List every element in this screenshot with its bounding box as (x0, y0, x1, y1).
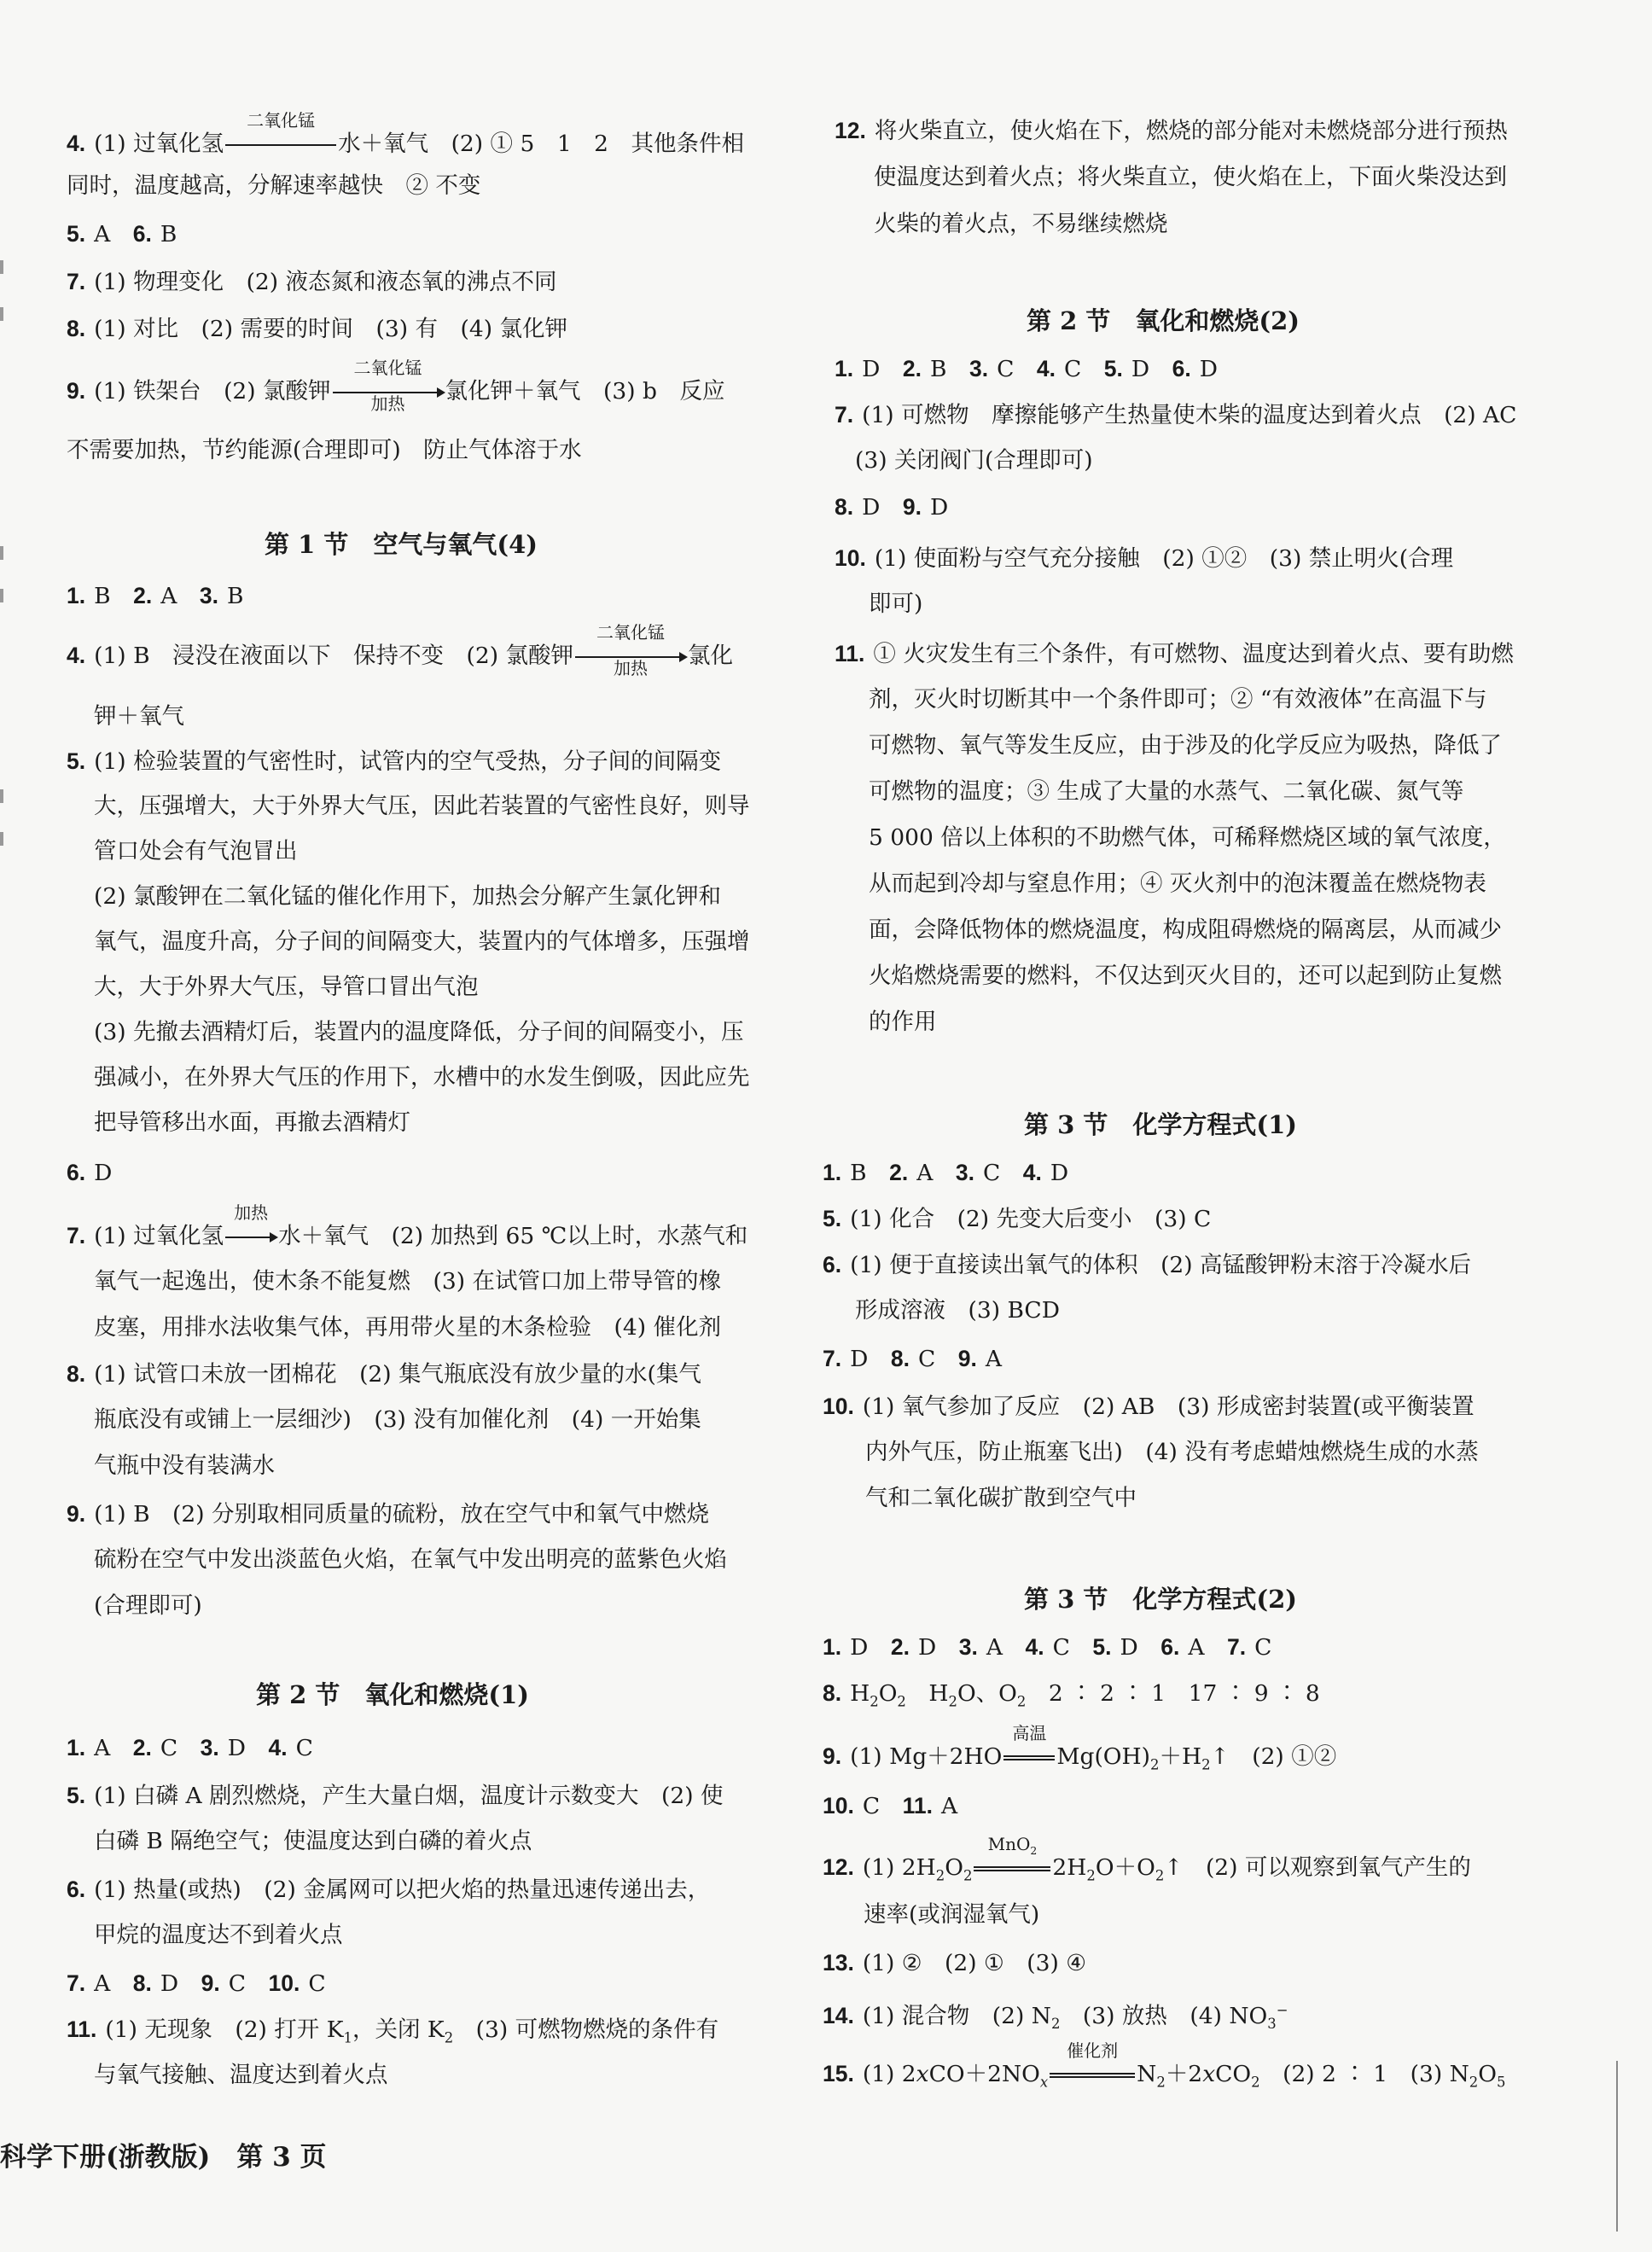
s2-answers-1-4: 1. A 2. C 3. D 4. C (67, 1735, 313, 1761)
s1-answer-6: 6. D (67, 1160, 113, 1186)
page-footer: 科学下册(浙教版) 第 3 页 (0, 2142, 327, 2173)
s1-answer-4-line2: 钾＋氧气 (94, 703, 184, 730)
edge-mark (0, 789, 3, 803)
edge-mark (0, 546, 3, 560)
s5-answer-12: 12. (1) $2H_2O_2$ MnO$_2$ $2H_2O+O_2↑$ (2) 可以观察到氧气产生的 (823, 1834, 1471, 1884)
answer-9-line2: 不需要加热，节约能源(合理即可) 防止气体溶于水 (67, 437, 582, 463)
s1-answer-9: 9. (1) B (2) 分别取相同质量的硫粉，放在空气中和氧气中燃烧 (67, 1501, 710, 1528)
s3-answer-7: 7. (1) 可燃物 摩擦能够产生热量使木柴的温度达到着火点 (2) AC (835, 402, 1517, 428)
s1-answer-5: 5. (1) 检验装置的气密性时，试管内的空气受热，分子间的间隔变 (67, 748, 722, 775)
reaction-condition: MnO$_2$ (974, 1853, 1050, 1883)
answer-9: 9. (1) 铁架台 (2) 氯酸钾 二氧化锰 加热 氯化钾＋氧气 (3) b 反应 (67, 358, 725, 414)
s3-answers-1-6: 1. D 2. B 3. C 4. C 5. D 6. D (835, 356, 1218, 382)
s2-answer-6: 6. (1) 热量(或热) (2) 金属网可以把火焰的热量迅速传递出去， (67, 1877, 711, 1903)
answer-7: 7. (1) 物理变化 (2) 液态氮和液态氧的沸点不同 (67, 269, 557, 295)
s3-answer-11: 11. ① 火灾发生有三个条件，有可燃物、温度达到着火点、要有助燃 (835, 641, 1514, 667)
s5-answers-1-7: 1. D 2. D 3. A 4. C 5. D 6. A 7. C (823, 1634, 1272, 1661)
s4-answers-7-9: 7. D 8. C 9. A (823, 1346, 1002, 1372)
s3-answer-10: 10. (1) 使面粉与空气充分接触 (2) ①② (3) 禁止明火(合理 (835, 545, 1454, 572)
s1-answer-8: 8. (1) 试管口未放一团棉花 (2) 集气瓶底没有放少量的水(集气 (67, 1361, 701, 1388)
edge-mark (0, 589, 3, 602)
edge-mark (0, 307, 3, 321)
s1-answer-4: 4. (1) B 浸没在液面以下 保持不变 (2) 氯酸钾 二氧化锰 加热 氯化 (67, 622, 734, 678)
answer-8: 8. (1) 对比 (2) 需要的时间 (3) 有 (4) 氯化钾 (67, 316, 567, 342)
answer-12: 12. 将火柴直立，使火焰在下，燃烧的部分能对未燃烧部分进行预热 (835, 118, 1508, 144)
s4-answer-10: 10. (1) 氧气参加了反应 (2) AB (3) 形成密封装置(或平衡装置 (823, 1394, 1475, 1420)
margin-rule (1616, 2061, 1618, 2232)
edge-mark (0, 832, 3, 846)
reaction-condition: 二氧化锰 加热 (575, 641, 686, 672)
s5-answer-13: 13. (1) ② (2) ① (3) ④ (823, 1950, 1086, 1976)
edge-mark (0, 260, 3, 274)
section-heading: 第 2 节 氧化和燃烧(1) (256, 1680, 529, 1709)
section-heading: 第 1 节 空气与氧气(4) (265, 530, 538, 559)
s5-answer-14: 14. (1) 混合物 (2) $N_2$ (3) 放热 (4) $NO_3^-$ (823, 2002, 1288, 2033)
answer-4: 4. (1) 过氧化氢 二氧化锰 水＋氧气 (2) ① 5 1 2 其他条件相 (67, 128, 744, 160)
section-heading: 第 3 节 化学方程式(2) (1024, 1585, 1297, 1614)
s2-answer-5: 5. (1) 白磷 A 剧烈燃烧，产生大量白烟，温度计示数变大 (2) 使 (67, 1783, 724, 1809)
answer-5-6: 5. A 6. B (67, 221, 177, 247)
answer-4-line2: 同时，温度越高，分解速率越快 ② 不变 (67, 172, 481, 199)
s1-answer-7: 7. (1) 过氧化氢 加热 水＋氧气 (2) 加热到 65 ℃以上时，水蒸气和 (67, 1220, 747, 1252)
section-heading: 第 3 节 化学方程式(1) (1024, 1110, 1297, 1139)
s5-answer-8: 8. $H_2O_2$ $H_2O$、$O_2$ 2 ∶ 2 ∶ 1 17 ∶ 9 ∶ 8 (823, 1680, 1320, 1710)
s1-answers-1-3: 1. B 2. A 3. B (67, 583, 244, 609)
s5-answers-10-11: 10. C 11. A (823, 1793, 958, 1819)
s2-answer-11: 11. (1) 无现象 (2) 打开 $K_1$，关闭 $K_2$ (3) 可燃物燃烧的条件有 (67, 2016, 719, 2046)
s4-answer-6: 6. (1) 便于直接读出氧气的体积 (2) 高锰酸钾粉末溶于冷凝水后 (823, 1252, 1472, 1278)
s5-answer-15: 15. (1) $2xCO+2NO_x$ 催化剂 $N_2+2xCO_2$ (2) 2 ∶ 1 (3) $N_2O_5$ (823, 2040, 1506, 2091)
section-heading: 第 2 节 氧化和燃烧(2) (1027, 306, 1300, 335)
reaction-condition: 催化剂 (1050, 2059, 1135, 2090)
s5-answer-9: 9. (1) Mg＋2HO 高温 $Mg(OH)_2+H_2↑$ (2) ①② (823, 1723, 1337, 1773)
reaction-condition: 加热 (225, 1221, 276, 1252)
s3-answers-8-9: 8. D 9. D (835, 494, 949, 521)
reaction-condition: 高温 (1003, 1742, 1055, 1772)
s4-answer-5: 5. (1) 化合 (2) 先变大后变小 (3) C (823, 1206, 1212, 1232)
s4-answers-1-4: 1. B 2. A 3. C 4. D (823, 1160, 1069, 1186)
reaction-condition: 二氧化锰 加热 (333, 376, 444, 407)
reaction-condition: 二氧化锰 (225, 129, 336, 160)
s2-answers-7-10: 7. A 8. D 9. C 10. C (67, 1970, 326, 1997)
